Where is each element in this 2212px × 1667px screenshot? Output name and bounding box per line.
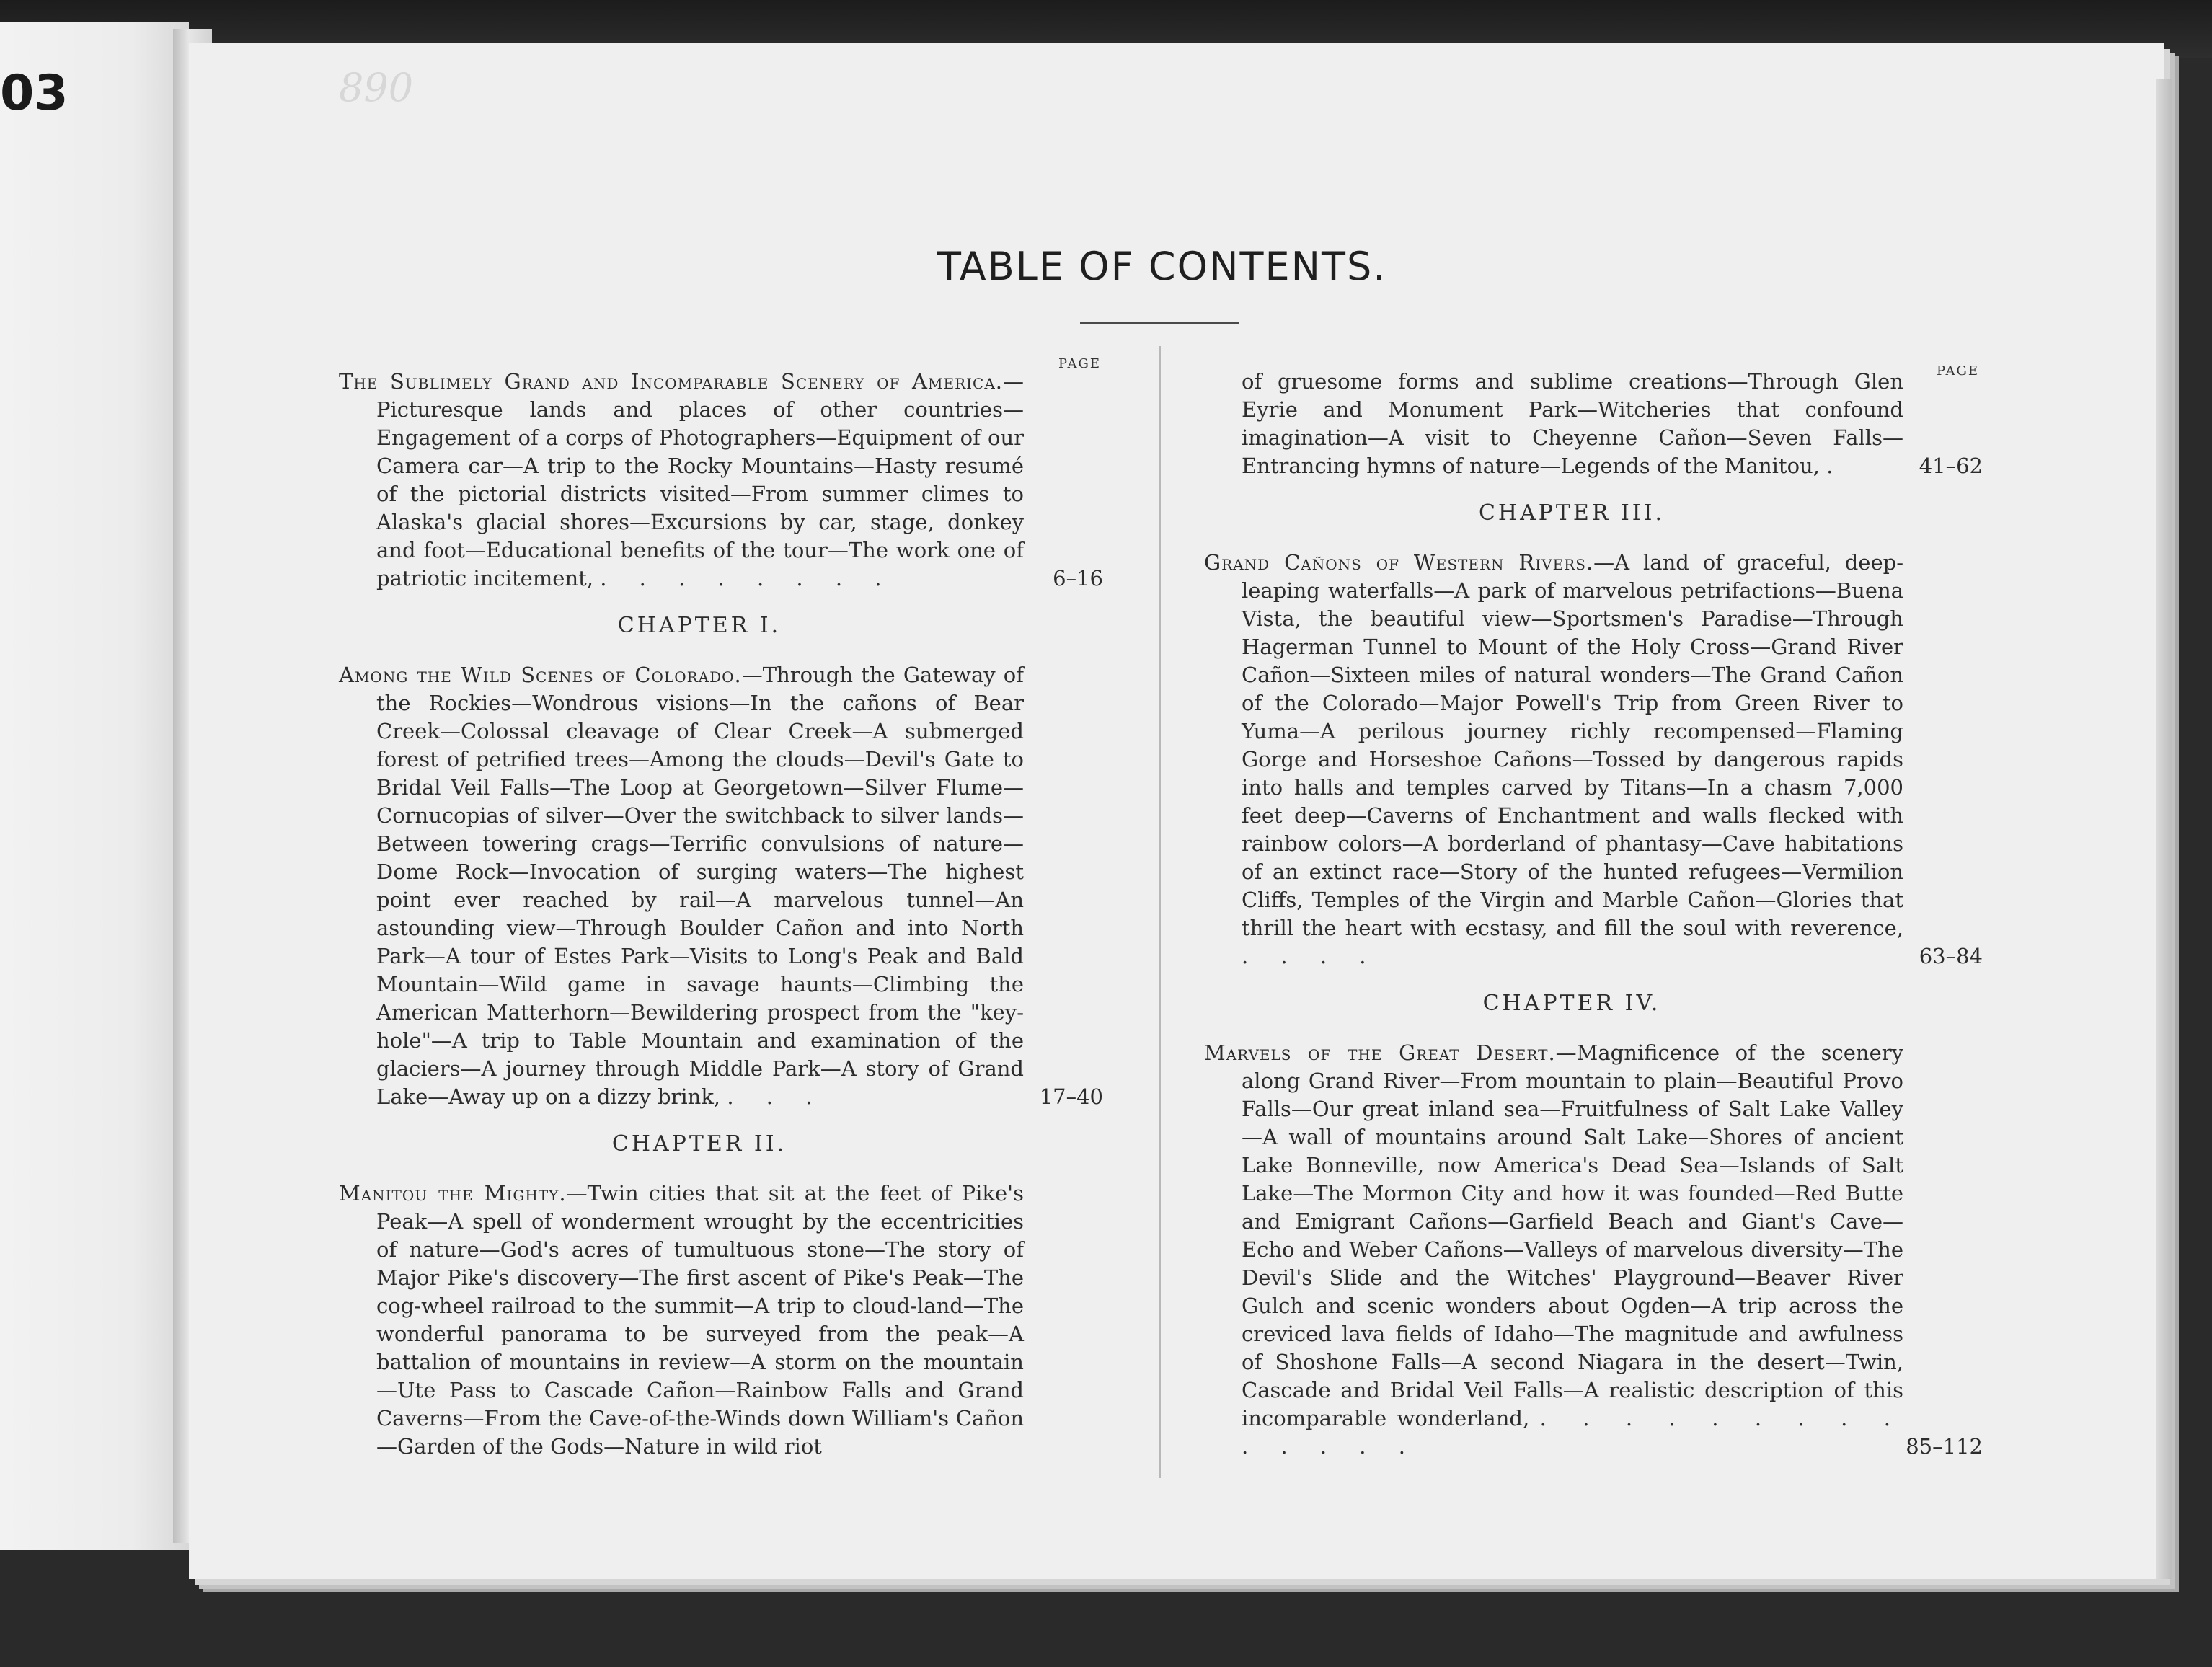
entry-text: —Magnificence of the scenery along Grand River—From mountain to plain—Beautiful Provo Falls—Our great inland sea—Fruitfulness of Salt Lake Valley—A wall of mountains around Salt Lake—Shores of ancient Lake Bonneville, now America's Dead Sea—Islands of Salt Lake—The Mormon City and how it was founded—Red Butte and Emigrant Cañons—Garfield Beach and Giant's Cave—Echo and Weber Cañons—Valleys of marvelous diversity—The Devil's Slide and the Witches' Playground—Beaver River Gulch and scenic wonders about Ogden—A trip across the creviced lava fields of Idaho—The magnitude and awfulness of Shoshone Falls—A second Niagara in the desert—Twin, Cascade and Bridal Veil Falls—A realistic description of this incomparable wonderland, bbox=[1242, 1040, 1903, 1431]
page-column-heading-right: PAGE bbox=[1937, 363, 1979, 379]
left-column bbox=[339, 368, 1103, 1461]
entry-text: —Twin cities that sit at the feet of Pike's Peak—A spell of wonderment wrought by the eccentricities of nature—God's acres of tumultuous stone—The story of Major Pike's discovery—The first ascent of Pike's Peak—The cog-wheel railroad to the summit—A trip to cloud-land—The wonderful panorama to be surveyed from the peak—A battalion of mountains in review—A storm on the mountain—Ute Pass to Cascade Cañon—Rainbow Falls and Grand Caverns—From the Cave-of-the-Winds down William's Cañon—Garden of the Gods—Nature in wild riot bbox=[376, 1181, 1024, 1459]
title-rule bbox=[1080, 322, 1239, 324]
column-divider bbox=[1159, 346, 1161, 1478]
left-page bbox=[0, 22, 189, 1550]
page-edge bbox=[2156, 79, 2172, 1579]
entry-lead: Manitou the Mighty. bbox=[339, 1181, 567, 1206]
page-column-heading-left: PAGE bbox=[1058, 356, 1101, 371]
left-page-number: 03 bbox=[0, 65, 68, 122]
leader-dots: . . . . . . . . . . . . . . bbox=[1242, 1406, 1904, 1459]
chapter-heading: CHAPTER IV. bbox=[1482, 991, 1661, 1016]
page-title: TABLE OF CONTENTS. bbox=[937, 244, 1387, 289]
entry-text: —Picturesque lands and places of other countries—Engagement of a corps of Photographers—Equipment of our Camera car—A trip to the Rocky Mountains—Hasty resumé of the pictorial districts visited—From summer climes to Alaska's glacial shores—Excursions by car, stage, donkey and foot—Educational benefits of the tour—The work one of patriotic incitement, bbox=[376, 369, 1024, 591]
page-range: 41–62 bbox=[1919, 454, 1983, 478]
toc-entry-intro bbox=[339, 368, 1103, 593]
chapter-heading: CHAPTER III. bbox=[1478, 500, 1665, 526]
entry-text: of gruesome forms and sublime creations—Through Glen Eyrie and Monument Park—Witcheries that confound imagination—A visit to Cheyenne Cañon—Seven Falls—Entrancing hymns of nature—Legends of the Manitou, bbox=[1242, 369, 1903, 478]
chapter-heading: CHAPTER I. bbox=[617, 613, 782, 638]
page-range: 85–112 bbox=[1906, 1434, 1983, 1459]
toc-entry-chapter-4 bbox=[1204, 1039, 1983, 1461]
entry-text: —Through the Gateway of the Rockies—Wondrous visions—In the cañons of Bear Creek—Colossal cleavage of Clear Creek—A submerged forest of petrified trees—Among the clouds—Devil's Gate to Bridal Veil Falls—The Loop at Georgetown—Silver Flume—Cornucopias of silver—Over the switchback to silver lands—Between towering crags—Terrific convulsions of nature—Dome Rock—Invocation of surging waters—The highest point ever reached by rail—A marvelous tunnel—An astounding view—Through Boulder Cañon and into North Park—A tour of Estes Park—Visits to Long's Peak and Bald Mountain—Wild game in savage haunts—Climbing the American Matterhorn—Bewildering prospect from the "key-hole"—A trip to Table Mountain and examination of the glaciers—A journey through Middle Park—A story of Grand Lake—Away up on a dizzy brink, bbox=[376, 663, 1024, 1109]
leader-dots: . bbox=[1826, 454, 1846, 478]
toc-entry-chapter-2-continued bbox=[1204, 368, 1983, 480]
leader-dots: . . . . . . . . bbox=[600, 566, 895, 591]
page-range: 17–40 bbox=[1039, 1084, 1103, 1109]
entry-lead: Marvels of the Great Desert. bbox=[1204, 1040, 1556, 1065]
right-column bbox=[1204, 368, 1983, 1461]
entry-lead: Grand Cañons of Western Rivers. bbox=[1204, 550, 1594, 575]
entry-lead: The Sublimely Grand and Incomparable Scenery of America. bbox=[339, 369, 1003, 394]
entry-text: —A land of graceful, deep-leaping waterfalls—A park of marvelous petrifactions—Buena Vista, the beautiful view—Sportsmen's Paradise—Through Hagerman Tunnel to Mount of the Holy Cross—Grand River Cañon—Sixteen miles of natural wonders—The Grand Cañon of the Colorado—Major Powell's Trip from Green River to Yuma—A perilous journey richly recompensed—Flaming Gorge and Horseshoe Cañons—Tossed by dangerous rapids into halls and temples carved by Titans—In a chasm 7,000 feet deep—Caverns of Enchantment and walls flecked with rainbow colors—A borderland of phantasy—Cave habitations of an extinct race—Story of the hunted refugees—Vermilion Cliffs, Temples of the Virgin and Marble Cañon—Glories that thrill the heart with ecstasy, and fill the soul with reverence, bbox=[1242, 550, 1903, 940]
toc-entry-chapter-3 bbox=[1204, 549, 1983, 970]
page-range: 63–84 bbox=[1919, 944, 1983, 968]
chapter-heading: CHAPTER II. bbox=[611, 1131, 787, 1157]
entry-lead: Among the Wild Scenes of Colorado. bbox=[339, 663, 742, 687]
toc-entry-chapter-2 bbox=[339, 1180, 1103, 1461]
leader-dots: . . . . bbox=[1242, 944, 1379, 968]
page-range: 6–16 bbox=[1053, 566, 1103, 591]
toc-entry-chapter-1 bbox=[339, 661, 1103, 1111]
leader-dots: . . . bbox=[727, 1084, 826, 1109]
faint-pencil-mark: 890 bbox=[339, 65, 414, 110]
